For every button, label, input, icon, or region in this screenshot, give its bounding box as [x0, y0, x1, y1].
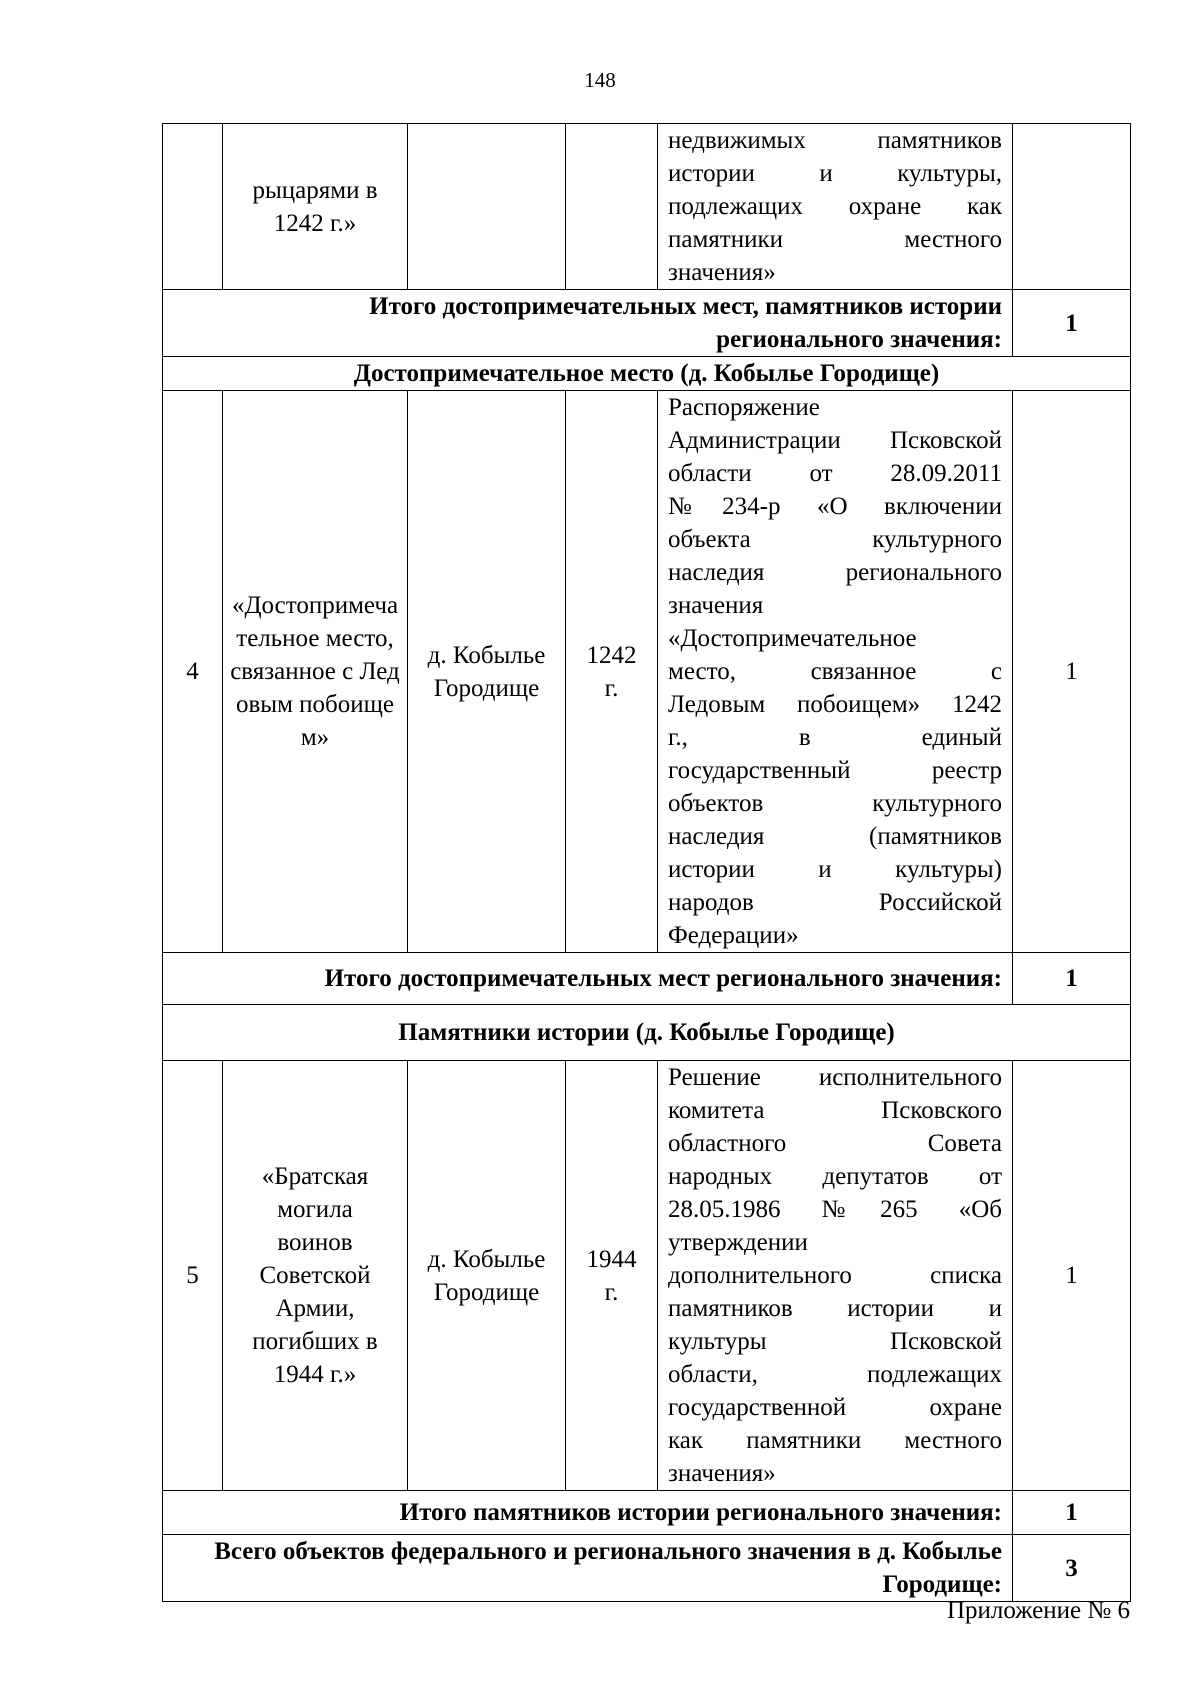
object-count: 1	[1013, 391, 1131, 953]
description-text	[668, 1061, 1002, 1457]
page-number: 148	[584, 68, 616, 92]
description-line: место, связанное с	[668, 658, 1002, 685]
description-line: 28.05.1986 №265 «Об	[668, 1196, 1002, 1223]
description-line: объектов культурного	[668, 790, 1002, 817]
description-line: памятники местного	[668, 226, 1002, 253]
total-label: Итого достопримечательных мест регионального значения:	[163, 953, 1013, 1005]
description-text	[668, 124, 1002, 256]
description-line: области, подлежащих	[668, 1361, 1002, 1388]
description-line: Решение исполнительного	[668, 1064, 1002, 1091]
annex-caption: Приложение № 6	[946, 1597, 1130, 1624]
description-line: государственной охране	[668, 1394, 1002, 1421]
grand-total-row	[163, 1535, 1131, 1602]
description-text	[668, 391, 1002, 919]
section-row	[163, 357, 1131, 391]
description-line: утверждении	[668, 1229, 808, 1256]
grand-total-label: Всего объектов федерального и регионального значения в д. Кобылье Городище:	[163, 1535, 1013, 1602]
place-cell	[408, 124, 566, 290]
section-title: Памятники истории (д. Кобылье Городище)	[163, 1005, 1131, 1061]
total-label: Итого памятников истории регионального значения:	[163, 1491, 1013, 1535]
total-count: 1	[1013, 1491, 1131, 1535]
description-line: памятников истории и	[668, 1295, 1002, 1322]
description-cell	[658, 124, 1013, 290]
object-year	[566, 1061, 658, 1491]
total-label: Итого достопримечательных мест, памятников истории регионального значения:	[163, 290, 1013, 357]
description-line: истории и культуры)	[668, 856, 1002, 883]
description-line: культуры Псковской	[668, 1328, 1002, 1355]
object-count: 1	[1013, 1061, 1131, 1491]
table-row	[163, 391, 1131, 953]
object-name	[223, 391, 408, 953]
monuments-table	[162, 123, 1131, 1602]
description-line: комитета Псковского	[668, 1097, 1002, 1124]
description-cell	[658, 391, 1013, 953]
total-count: 1	[1013, 953, 1131, 1005]
description-cell	[658, 1061, 1013, 1491]
year-cell	[566, 124, 658, 290]
row-number: 4	[163, 391, 223, 953]
description-line: Администрации Псковской	[668, 427, 1002, 454]
object-place-text: д. Кобылье Городище	[427, 1245, 546, 1306]
description-line: Распоряжение	[668, 394, 820, 421]
object-place-text: д. Кобылье Городище	[427, 641, 546, 702]
section-row	[163, 1005, 1131, 1061]
total-count: 1	[1013, 290, 1131, 357]
description-line: подлежащих охране как	[668, 193, 1002, 220]
description-line: дополнительного списка	[668, 1262, 1002, 1289]
description-line: «Достопримечательное	[668, 625, 917, 652]
object-name	[223, 1061, 408, 1491]
table-row	[163, 1061, 1131, 1491]
total-row	[163, 290, 1131, 357]
section-title: Достопримечательное место (д. Кобылье Городище)	[163, 357, 1131, 391]
description-line: объекта культурного	[668, 526, 1002, 553]
num-cell	[163, 124, 223, 290]
object-place	[408, 1061, 566, 1491]
table-row-continued	[163, 124, 1131, 290]
description-line: №234-р «О включении	[668, 493, 1002, 520]
description-line: недвижимых памятников	[668, 127, 1002, 154]
total-row	[163, 953, 1131, 1005]
object-name-text: «Достопримечательное место, связанное с Ледовым побоищем»	[230, 592, 400, 751]
description-line: государственный реестр	[668, 757, 1002, 784]
description-last-line: значения»	[668, 259, 776, 286]
description-line: значения	[668, 592, 764, 619]
description-line: г., в единый	[668, 724, 1002, 751]
object-year-text: 1944 г.	[586, 1245, 637, 1306]
object-name-cell	[223, 124, 408, 290]
object-name: рыцарями в 1242 г.»	[252, 176, 378, 237]
description-line: Ледовым побоищем» 1242	[668, 691, 1002, 718]
total-row	[163, 1491, 1131, 1535]
object-year-text: 1242 г.	[586, 641, 637, 702]
description-last-line: Федерации»	[668, 922, 799, 949]
object-name-text: «Братская могила воинов Советской Армии, погибших в 1944 г.»	[252, 1163, 378, 1388]
grand-total-count: 3	[1013, 1535, 1131, 1602]
object-place	[408, 391, 566, 953]
description-line: народных депутатов от	[668, 1163, 1002, 1190]
description-line: народов Российской	[668, 889, 1002, 916]
description-line: наследия регионального	[668, 559, 1002, 586]
description-line: истории и культуры,	[668, 160, 1002, 187]
description-line: как памятники местного	[668, 1427, 1002, 1454]
description-line: наследия (памятников	[668, 823, 1002, 850]
description-line: областного Совета	[668, 1130, 1002, 1157]
row-number: 5	[163, 1061, 223, 1491]
count-cell	[1013, 124, 1131, 290]
description-last-line: значения»	[668, 1460, 776, 1487]
object-year	[566, 391, 658, 953]
description-line: области от 28.09.2011	[668, 460, 1002, 487]
